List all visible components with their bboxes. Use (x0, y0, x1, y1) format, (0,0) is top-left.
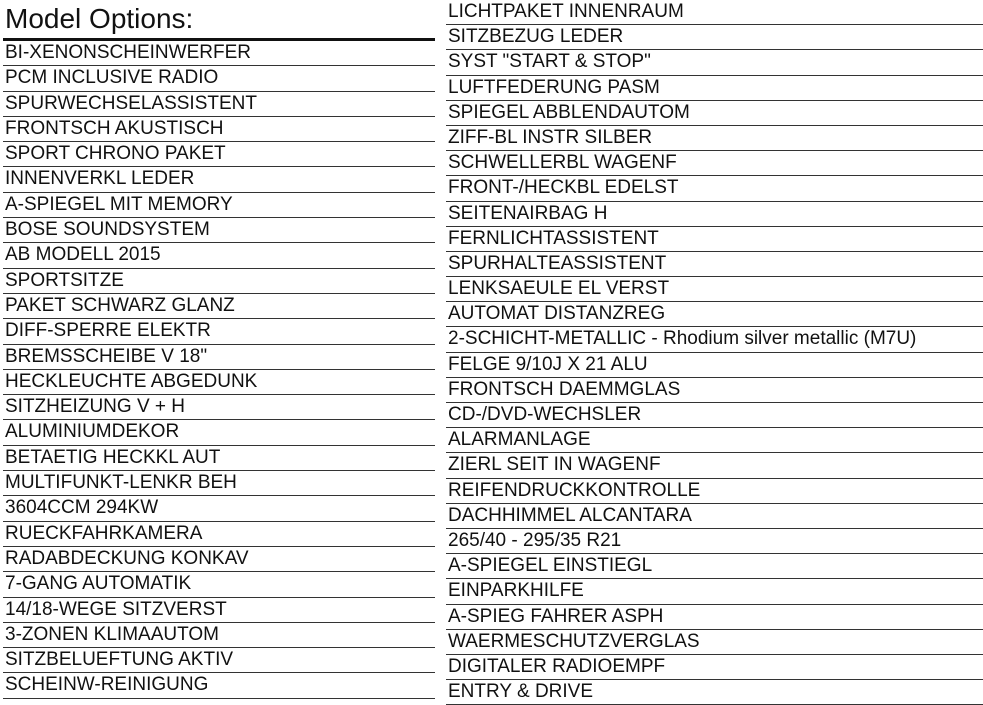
option-item: 14/18-WEGE SITZVERST (3, 598, 435, 623)
option-item: ALUMINIUMDEKOR (3, 420, 435, 445)
option-item: WAERMESCHUTZVERGLAS (446, 630, 983, 655)
option-item: SCHEINW-REINIGUNG (3, 673, 435, 698)
option-item: SITZBELUEFTUNG AKTIV (3, 648, 435, 673)
option-item: ALARMANLAGE (446, 428, 983, 453)
option-item: SITZHEIZUNG V + H (3, 395, 435, 420)
option-item: INNENVERKL LEDER (3, 167, 435, 192)
page-title: Model Options: (3, 0, 435, 41)
option-item: A-SPIEG FAHRER ASPH (446, 605, 983, 630)
option-item: RADABDECKUNG KONKAV (3, 547, 435, 572)
option-item: LUFTFEDERUNG PASM (446, 76, 983, 101)
option-item: ZIFF-BL INSTR SILBER (446, 126, 983, 151)
option-item: PAKET SCHWARZ GLANZ (3, 294, 435, 319)
option-item: ENTRY & DRIVE (446, 680, 983, 705)
option-item: CD-/DVD-WECHSLER (446, 403, 983, 428)
option-item: FRONT-/HECKBL EDELST (446, 176, 983, 201)
option-item: SCHWELLERBL WAGENF (446, 151, 983, 176)
option-item: 3-ZONEN KLIMAAUTOM (3, 623, 435, 648)
option-item: SPIEGEL ABBLENDAUTOM (446, 101, 983, 126)
option-item: AUTOMAT DISTANZREG (446, 302, 983, 327)
option-item: 7-GANG AUTOMATIK (3, 572, 435, 597)
option-item: A-SPIEGEL MIT MEMORY (3, 193, 435, 218)
option-item: 2-SCHICHT-METALLIC - Rhodium silver metallic (M7U) (446, 327, 983, 352)
option-item: AB MODELL 2015 (3, 243, 435, 268)
option-item: A-SPIEGEL EINSTIEGL (446, 554, 983, 579)
option-item: PCM INCLUSIVE RADIO (3, 66, 435, 91)
option-item: SYST "START & STOP" (446, 50, 983, 75)
option-item: BOSE SOUNDSYSTEM (3, 218, 435, 243)
option-item: MULTIFUNKT-LENKR BEH (3, 471, 435, 496)
right-column (446, 0, 983, 705)
option-item: HECKLEUCHTE ABGEDUNK (3, 370, 435, 395)
option-item: DIGITALER RADIOEMPF (446, 655, 983, 680)
option-item: FERNLICHTASSISTENT (446, 227, 983, 252)
option-item: DIFF-SPERRE ELEKTR (3, 319, 435, 344)
option-item: LENKSAEULE EL VERST (446, 277, 983, 302)
option-item: 3604CCM 294KW (3, 496, 435, 521)
left-options-list (3, 41, 435, 699)
left-column (3, 0, 435, 699)
right-options-list (446, 0, 983, 705)
option-item: EINPARKHILFE (446, 579, 983, 604)
option-item: SPURWECHSELASSISTENT (3, 92, 435, 117)
option-item: FELGE 9/10J X 21 ALU (446, 353, 983, 378)
option-item: SEITENAIRBAG H (446, 202, 983, 227)
option-item: SPURHALTEASSISTENT (446, 252, 983, 277)
option-item: REIFENDRUCKKONTROLLE (446, 479, 983, 504)
option-item: SPORTSITZE (3, 269, 435, 294)
option-item: LICHTPAKET INNENRAUM (446, 0, 983, 25)
option-item: BI-XENONSCHEINWERFER (3, 41, 435, 66)
option-item: 265/40 - 295/35 R21 (446, 529, 983, 554)
option-item: FRONTSCH DAEMMGLAS (446, 378, 983, 403)
option-item: ZIERL SEIT IN WAGENF (446, 453, 983, 478)
option-item: BREMSSCHEIBE V 18" (3, 345, 435, 370)
option-item: SPORT CHRONO PAKET (3, 142, 435, 167)
option-item: FRONTSCH AKUSTISCH (3, 117, 435, 142)
option-item: BETAETIG HECKKL AUT (3, 446, 435, 471)
option-item: DACHHIMMEL ALCANTARA (446, 504, 983, 529)
option-item: RUECKFAHRKAMERA (3, 522, 435, 547)
option-item: SITZBEZUG LEDER (446, 25, 983, 50)
